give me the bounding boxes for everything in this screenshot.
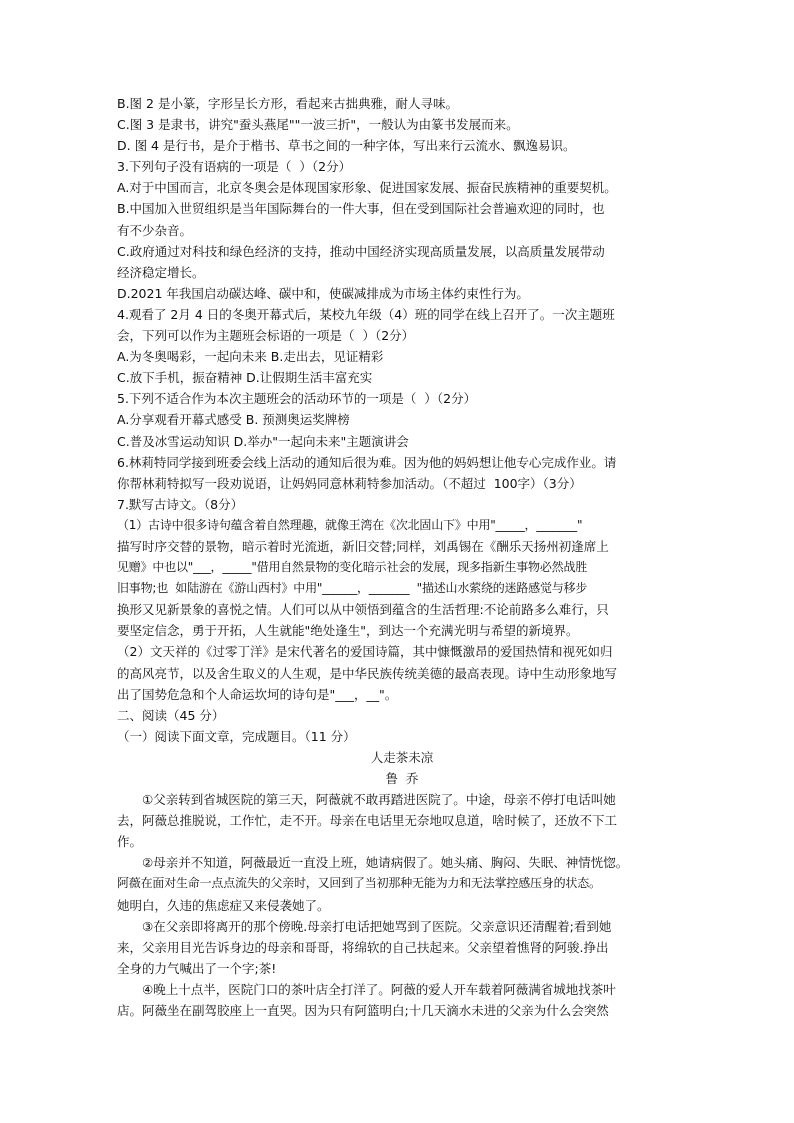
text-line: 描写时序交替的景物，暗示着时光流逝，新旧交替;同样，刘禹锡在《酬乐天扬州初逢席上 [117,538,609,554]
text-line: （2）文天祥的《过零丁洋》是宋代著名的爱国诗篇，其中慷慨激昂的爱国热情和视死如归 [117,644,613,660]
text-line: 经济稳定增长。 [117,264,205,280]
question-3: 3.下列句子没有语病的一项是（ ）（2分） [117,159,352,175]
text-line: 店。阿薇坐在副驾胶座上一直哭。因为只有阿篮明白;十几天滴水未进的父亲为什么会突然 [117,1003,609,1019]
text-line: 的高风亮节，以及舍生取义的人生观，是中华民族传统美德的最高表现。诗中生动形象地写 [117,665,618,681]
paragraph-2-line: ②母亲并不知道，阿薇最近一直没上班，她请病假了。她头痛、胸闷、失眠、神情恍惚。 [142,855,629,871]
text-line: 旧事物;也 如陆游在《游山西村》中用"______，_______ "描述山水萦绕的迷路感觉与移步 [117,581,588,596]
text-line: 换形又见新景象的喜悦之情。人们可以从中领悟到蕴含的生活哲理:不论前路多么难行，只 [117,602,609,618]
text-line: 全身的力气喊出了一个字;茶! [117,960,277,976]
text-line: A.为冬奥喝彩，一起向未来 B.走出去，见证精彩 [117,349,384,365]
text-line: 见赠》中也以"___，_____"借用自然景物的变化暗示社会的发展，现多指新生事物必然战胜 [117,560,588,575]
text-line: C.放下手机，振奋精神 D.让假期生活丰富充实 [117,370,373,386]
paragraph-3-line: ③在父亲即将离开的那个傍晚.母亲打电话把她骂到了医院。父亲意识还清醒着;看到她 [142,918,612,934]
text-line: D.2021 年我国启动碳达峰、碳中和，使碳减排成为市场主体约束性行为。 [117,285,529,301]
question-5: 5.下列不适合作为本次主题班会的活动环节的一项是（ ）（2分） [117,391,477,407]
text-line: 出了国势危急和个人命运坎坷的诗句是"___，__"。 [117,686,398,702]
text-line: 会，下列可以作为主题班会标语的一项是（ ）（2分） [117,328,415,344]
article-author: 鲁 乔 [385,771,419,786]
text-line: 有不少杂音。 [117,222,193,238]
text-line: C.普及冰雪运动知识 D.举办"一起向未来"主题演讲会 [117,433,409,449]
paragraph-1-line: ①父亲转到省城医院的第三天，阿薇就不敢再踏进医院了。中途，母亲不停打电话叫她 [142,792,616,808]
article-title: 人走茶未凉 [370,749,434,765]
text-line: B.图 2 是小篆，字形呈长方形，看起来古拙典雅，耐人寻味。 [117,96,458,111]
text-line: A.对于中国而言，北京冬奥会是体现国家形象、促进国家发展、振奋民族精神的重要契机。 [117,180,617,196]
text-line: 去，阿薇总推脱说，工作忙，走不开。母亲在电话里无奈地叹息道，啥时候了，还放不下工 [117,813,618,829]
text-line: D. 图 4 是行书，是介于楷书、草书之间的一种字体，写出来行云流水、飘逸易识。 [117,138,576,154]
text-line: A.分享观看开幕式感受 B. 预测奥运奖牌榜 [117,412,350,428]
question-4: 4.观看了 2月 4 日的冬奥开幕式后，某校九年级（4）班的同学在线上召开了。一次主题班 [117,306,615,322]
question-7: 7.默写古诗文。（8分） [117,496,244,512]
text-line: C.图 3 是隶书，讲究"蚕头燕尾""一波三折"，一般认为由篆书发展而来。 [117,117,519,133]
text-line: 要坚定信念，勇于开拓，人生就能"绝处逢生"，到达一个充满光明与希望的新境界。 [117,623,579,639]
text-line: （1）古诗中很多诗句蕴含着自然理趣，就像王湾在《次北固山下》中用"_____，_______" [117,517,583,532]
section-heading: 二、阅读（45 分） [117,707,225,723]
text-line: 作。 [117,834,143,850]
text-line: 你帮林莉特拟写一段劝说语，让妈妈同意林莉特参加活动。（不超过 100字）（3分） [117,475,582,491]
text-line: B.中国加入世贸组织是当年国际舞台的一件大事，但在受到国际社会普遍欢迎的同时，也 [117,201,605,217]
question-6: 6.林莉特同学接到班委会线上活动的通知后很为难。因为他的妈妈想让他专心完成作业。请 [117,454,617,470]
document-page [117,93,687,1021]
text-line: 她明白，久违的焦虑症又来侵袭她了。 [117,897,330,913]
text-line: C.政府通过对科技和绿色经济的支持，推动中国经济实现高质量发展，以高质量发展带动 [117,243,605,259]
subsection-heading: （一）阅读下面文章，完成题目。（11 分） [117,728,356,744]
text-line: 来，父亲用目光告诉身边的母亲和哥哥，将绵软的自己扶起来。父亲望着憔肾的阿骏.挣出 [117,939,609,955]
paragraph-4-line: ④晚上十点半，医院门口的茶叶店全打洋了。阿薇的爱人开车载着阿薇满省城地找茶叶 [142,981,616,997]
text-line: 阿薇在面对生命一点点流失的父亲时，又回到了当初那种无能为力和无法掌控感压身的状态。 [117,876,601,891]
